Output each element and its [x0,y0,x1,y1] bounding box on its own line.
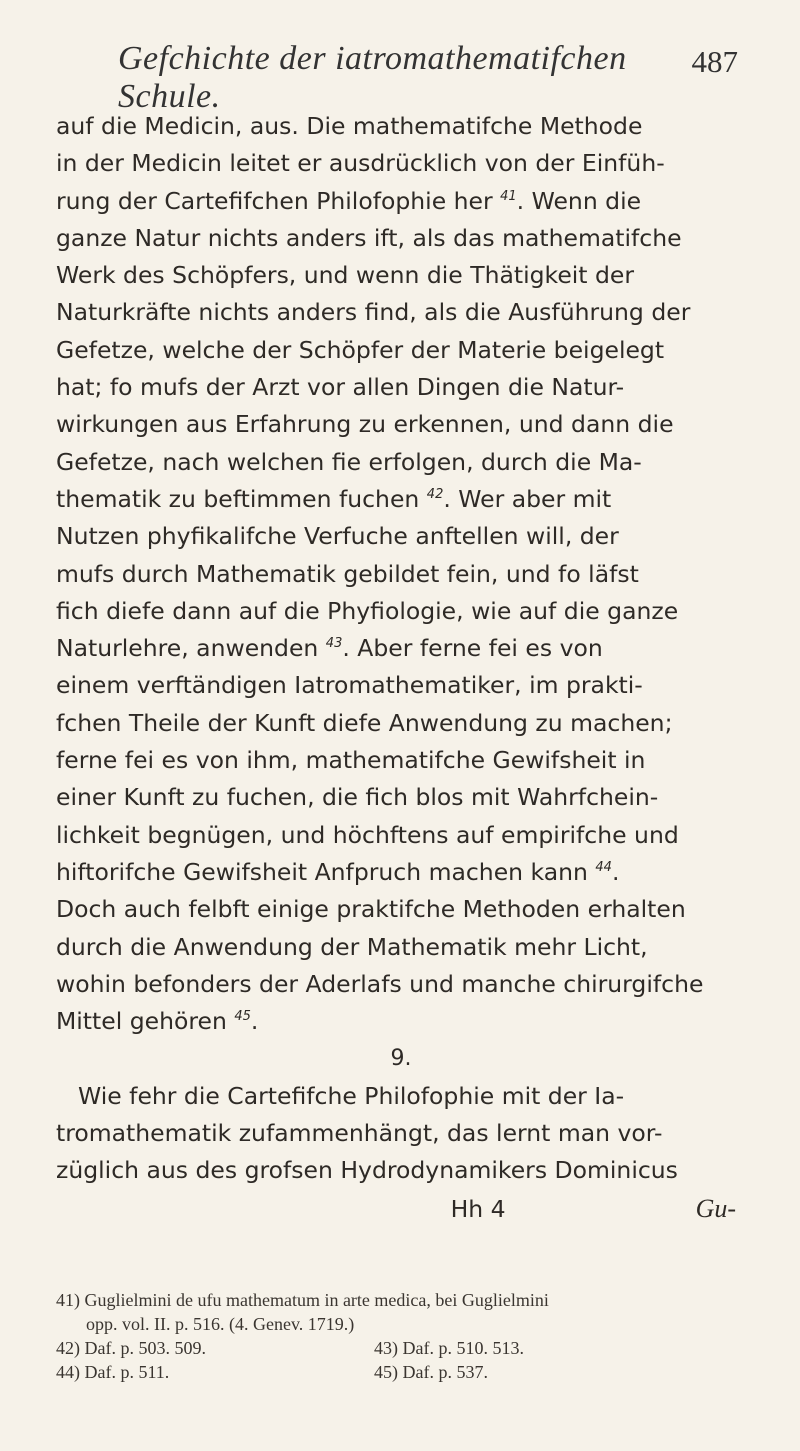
text-line: einem verftändigen Iatromathematiker, im prakti- [56,671,643,700]
page-header [118,40,738,115]
footnote-ref: 45 [234,1009,251,1025]
footnote-44: 44) Daf. p. 511. [56,1362,170,1382]
text-line: Gefetze, nach welchen fie erfolgen, durch die Ma- [56,447,642,476]
catchword: Gu- [695,1193,736,1223]
signature-mark: Hh 4 [450,1194,506,1223]
text-line: Gefetze, welche der Schöpfer der Materie beigelegt [56,335,665,364]
text-line: wirkungen aus Erfahrung zu erkennen, und dann die [56,410,674,439]
footnote-ref: 43 [325,636,343,652]
text-line: Nutzen phyfikalifche Verfuche anftellen will, der [56,522,619,551]
text-line: auf die Medicin, aus. Die mathematifche Methode [56,112,643,140]
text-line: ferne fei es von ihm, mathematifche Gewifsheit in [56,746,646,775]
text-line: hat; fo mufs der Arzt vor allen Dingen die Natur- [56,373,625,402]
footnote-ref: 42 [426,487,444,503]
text-line: in der Medicin leitet er ausdrücklich von der Einfüh- [56,149,665,178]
text-line: lichkeit begnügen, und höchftens auf empirifche und [56,820,679,849]
text-line: durch die Anwendung der Mathematik mehr Licht, [56,932,648,961]
footnote-41-cont: opp. vol. II. p. 516. (4. Genev. 1719.) [86,1314,355,1334]
text-line: Naturkräfte nichts anders find, als die Ausführung der [56,298,691,327]
text-line: hiftorifche Gewifsheit Anfpruch machen kann $^{44}$. [56,857,620,886]
text-line: fchen Theile der Kunft diefe Anwendung zu machen; [56,708,673,737]
text-line: einer Kunft zu fuchen, die fich blos mit Wahrfchein- [56,783,659,812]
text-line: wohin befonders der Aderlafs und manche chirurgifche [56,969,704,998]
footnote-ref: 44 [595,860,612,876]
section-number: 9. [390,1046,412,1072]
text-line: Wie fehr die Cartefifche Philofophie mit der Ia- [78,1081,625,1110]
footnote-45: 45) Daf. p. 537. [374,1362,488,1382]
text-line: Naturlehre, anwenden $^{43}$. Aber ferne fei es von [56,634,603,663]
footnote-43: 43) Daf. p. 510. 513. [374,1338,524,1358]
body-text [56,108,746,1227]
footnote-42: 42) Daf. p. 503. 509. [56,1338,206,1358]
text-line: Werk des Schöpfers, und wenn die Thätigkeit der [56,261,635,290]
footnote-ref: 41 [500,188,517,204]
text-line: züglich aus des grofsen Hydrodynamikers Dominicus [56,1156,678,1185]
signature-line [56,1190,746,1227]
text-line: fich diefe dann auf die Phyfiologie, wie auf die ganze [56,596,679,625]
page-number: 487 [691,44,738,79]
running-title: Gefchichte der iatromathematifchen Schule. [118,40,627,115]
text-line: thematik zu beftimmen fuchen $^{42}$. Wer aber mit [56,484,612,513]
footnote-41: 41) Guglielmini de ufu mathematum in arte medica, bei Guglielmini [56,1290,549,1310]
text-line: Doch auch felbft einige praktifche Methoden erhalten [56,895,686,924]
text-line: ganze Natur nichts anders ift, als das mathematifche [56,223,682,252]
text-line: tromathematik zufammenhängt, das lernt man vor- [56,1119,663,1148]
text-line: rung der Cartefifchen Philofophie her $^{41}$. Wenn die [56,186,642,215]
text-line: mufs durch Mathematik gebildet fein, und fo läfst [56,559,639,588]
text-line: Mittel gehören $^{45}$. [56,1007,259,1036]
